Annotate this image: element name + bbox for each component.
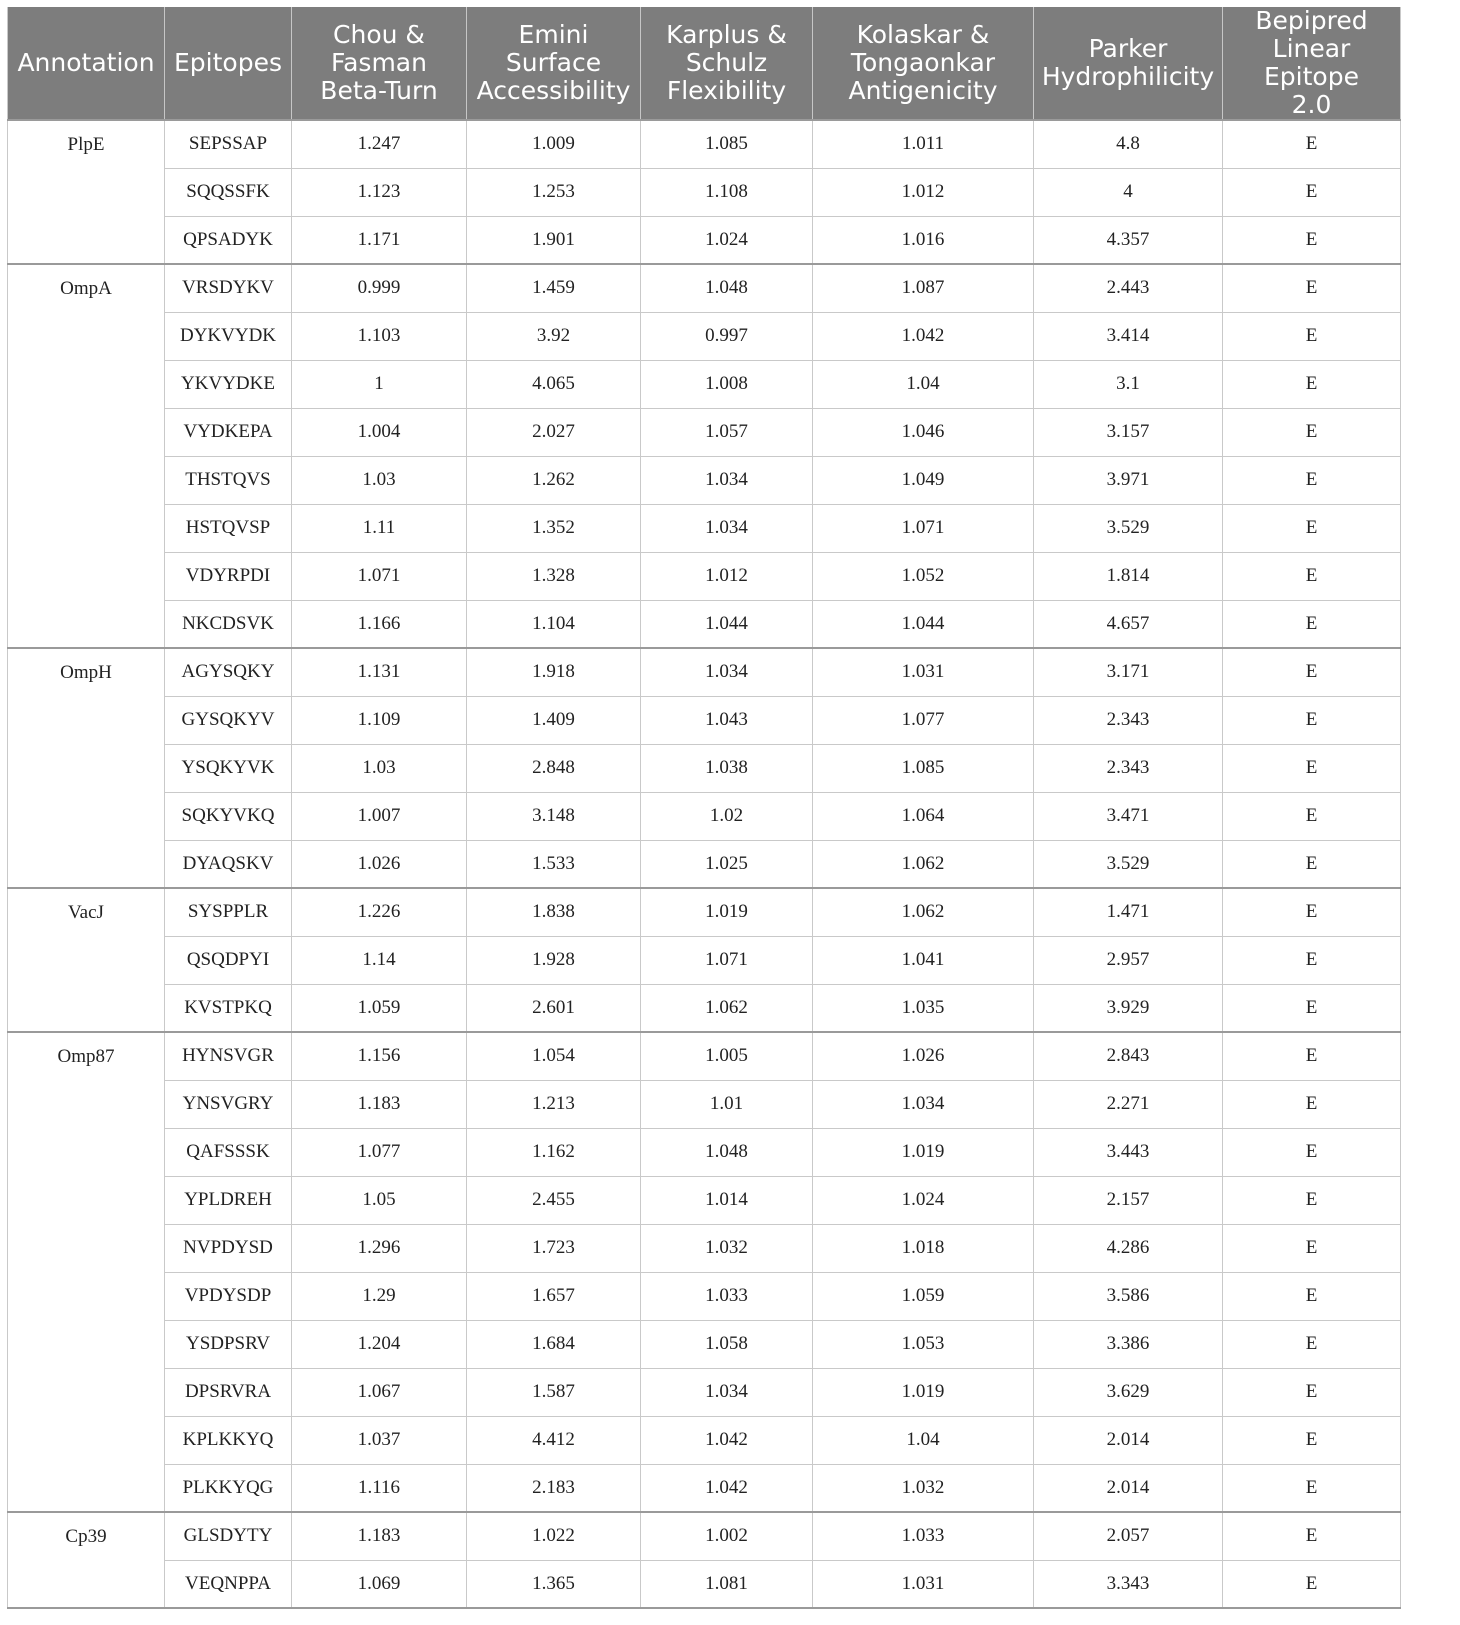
- karplus-schulz-cell: 1.014: [641, 1176, 813, 1224]
- bepipred-cell: E: [1223, 1032, 1401, 1080]
- bepipred-cell: E: [1223, 360, 1401, 408]
- chou-fasman-cell: 1.069: [292, 1560, 467, 1608]
- chou-fasman-cell: 1.226: [292, 888, 467, 936]
- emini-cell: 1.928: [467, 936, 641, 984]
- karplus-schulz-cell: 1.081: [641, 1560, 813, 1608]
- kolaskar-tongaonkar-cell: 1.071: [813, 504, 1034, 552]
- parker-cell: 4.657: [1034, 600, 1223, 648]
- emini-cell: 4.065: [467, 360, 641, 408]
- header-chou-fasman: Chou & Fasman Beta-Turn: [292, 7, 467, 120]
- emini-cell: 1.253: [467, 168, 641, 216]
- chou-fasman-cell: 1.03: [292, 744, 467, 792]
- epitope-cell: HYNSVGR: [165, 1032, 292, 1080]
- chou-fasman-cell: 1.077: [292, 1128, 467, 1176]
- header-kolaskar-tongaonkar: Kolaskar & Tongaonkar Antigenicity: [813, 7, 1034, 120]
- parker-cell: 2.157: [1034, 1176, 1223, 1224]
- bepipred-cell: E: [1223, 552, 1401, 600]
- epitope-cell: NVPDYSD: [165, 1224, 292, 1272]
- parker-cell: 2.271: [1034, 1080, 1223, 1128]
- bepipred-cell: E: [1223, 840, 1401, 888]
- table-row: [8, 168, 1401, 216]
- emini-cell: 1.901: [467, 216, 641, 264]
- kolaskar-tongaonkar-cell: 1.016: [813, 216, 1034, 264]
- chou-fasman-cell: 1.296: [292, 1224, 467, 1272]
- table-row: [8, 1512, 1401, 1560]
- parker-cell: 2.957: [1034, 936, 1223, 984]
- header-emini: Emini Surface Accessibility: [467, 7, 641, 120]
- bepipred-cell: E: [1223, 936, 1401, 984]
- bepipred-cell: E: [1223, 648, 1401, 696]
- kolaskar-tongaonkar-cell: 1.019: [813, 1368, 1034, 1416]
- parker-cell: 4.286: [1034, 1224, 1223, 1272]
- kolaskar-tongaonkar-cell: 1.053: [813, 1320, 1034, 1368]
- table-row: [8, 216, 1401, 264]
- epitope-cell: SQKYVKQ: [165, 792, 292, 840]
- epitope-cell: PLKKYQG: [165, 1464, 292, 1512]
- table-row: [8, 504, 1401, 552]
- bepipred-cell: E: [1223, 1560, 1401, 1608]
- parker-cell: 3.629: [1034, 1368, 1223, 1416]
- karplus-schulz-cell: 1.034: [641, 1368, 813, 1416]
- karplus-schulz-cell: 1.085: [641, 120, 813, 168]
- epitope-cell: SEPSSAP: [165, 120, 292, 168]
- table-row: [8, 1272, 1401, 1320]
- parker-cell: 2.057: [1034, 1512, 1223, 1560]
- table-body: [8, 120, 1401, 1608]
- chou-fasman-cell: 1.007: [292, 792, 467, 840]
- chou-fasman-cell: 1.004: [292, 408, 467, 456]
- chou-fasman-cell: 1.183: [292, 1512, 467, 1560]
- parker-cell: 3.343: [1034, 1560, 1223, 1608]
- bepipred-cell: E: [1223, 408, 1401, 456]
- epitope-cell: VDYRPDI: [165, 552, 292, 600]
- bepipred-cell: E: [1223, 1080, 1401, 1128]
- epitope-cell: NKCDSVK: [165, 600, 292, 648]
- table-row: [8, 1080, 1401, 1128]
- header-epitopes: Epitopes: [165, 7, 292, 120]
- epitope-cell: AGYSQKY: [165, 648, 292, 696]
- chou-fasman-cell: 1.071: [292, 552, 467, 600]
- karplus-schulz-cell: 1.012: [641, 552, 813, 600]
- emini-cell: 1.657: [467, 1272, 641, 1320]
- table-row: [8, 696, 1401, 744]
- emini-cell: 1.352: [467, 504, 641, 552]
- karplus-schulz-cell: 1.024: [641, 216, 813, 264]
- bepipred-cell: E: [1223, 264, 1401, 312]
- bepipred-cell: E: [1223, 312, 1401, 360]
- emini-cell: 1.262: [467, 456, 641, 504]
- karplus-schulz-cell: 1.032: [641, 1224, 813, 1272]
- table-row: [8, 1224, 1401, 1272]
- bepipred-cell: E: [1223, 168, 1401, 216]
- karplus-schulz-cell: 1.057: [641, 408, 813, 456]
- bepipred-cell: E: [1223, 744, 1401, 792]
- epitope-cell: QAFSSSK: [165, 1128, 292, 1176]
- parker-cell: 4.357: [1034, 216, 1223, 264]
- karplus-schulz-cell: 1.034: [641, 648, 813, 696]
- bepipred-cell: E: [1223, 1320, 1401, 1368]
- table-row: [8, 1128, 1401, 1176]
- parker-cell: 2.443: [1034, 264, 1223, 312]
- epitope-cell: QPSADYK: [165, 216, 292, 264]
- emini-cell: 3.148: [467, 792, 641, 840]
- chou-fasman-cell: 1.131: [292, 648, 467, 696]
- emini-cell: 1.365: [467, 1560, 641, 1608]
- kolaskar-tongaonkar-cell: 1.085: [813, 744, 1034, 792]
- emini-cell: 1.054: [467, 1032, 641, 1080]
- header-annotation: Annotation: [8, 7, 165, 120]
- chou-fasman-cell: 1.037: [292, 1416, 467, 1464]
- table-row: [8, 888, 1401, 936]
- parker-cell: 3.443: [1034, 1128, 1223, 1176]
- parker-cell: 3.929: [1034, 984, 1223, 1032]
- chou-fasman-cell: 1.183: [292, 1080, 467, 1128]
- table-row: [8, 456, 1401, 504]
- epitope-table-container: [7, 7, 1401, 1609]
- bepipred-cell: E: [1223, 1224, 1401, 1272]
- table-row: [8, 1416, 1401, 1464]
- karplus-schulz-cell: 1.034: [641, 504, 813, 552]
- epitope-cell: VPDYSDP: [165, 1272, 292, 1320]
- table-row: [8, 360, 1401, 408]
- kolaskar-tongaonkar-cell: 1.041: [813, 936, 1034, 984]
- bepipred-cell: E: [1223, 216, 1401, 264]
- karplus-schulz-cell: 1.044: [641, 600, 813, 648]
- bepipred-cell: E: [1223, 1128, 1401, 1176]
- header-row: [8, 7, 1401, 120]
- kolaskar-tongaonkar-cell: 1.011: [813, 120, 1034, 168]
- kolaskar-tongaonkar-cell: 1.032: [813, 1464, 1034, 1512]
- karplus-schulz-cell: 1.01: [641, 1080, 813, 1128]
- chou-fasman-cell: 1.171: [292, 216, 467, 264]
- kolaskar-tongaonkar-cell: 1.062: [813, 840, 1034, 888]
- karplus-schulz-cell: 1.033: [641, 1272, 813, 1320]
- table-row: [8, 984, 1401, 1032]
- table-row: [8, 840, 1401, 888]
- chou-fasman-cell: 1.103: [292, 312, 467, 360]
- kolaskar-tongaonkar-cell: 1.019: [813, 1128, 1034, 1176]
- chou-fasman-cell: 1.166: [292, 600, 467, 648]
- emini-cell: 1.533: [467, 840, 641, 888]
- emini-cell: 1.213: [467, 1080, 641, 1128]
- chou-fasman-cell: 1.03: [292, 456, 467, 504]
- chou-fasman-cell: 0.999: [292, 264, 467, 312]
- table-row: [8, 1032, 1401, 1080]
- emini-cell: 2.455: [467, 1176, 641, 1224]
- parker-cell: 4.8: [1034, 120, 1223, 168]
- karplus-schulz-cell: 1.038: [641, 744, 813, 792]
- table-row: [8, 600, 1401, 648]
- emini-cell: 4.412: [467, 1416, 641, 1464]
- bepipred-cell: E: [1223, 984, 1401, 1032]
- table-row: [8, 264, 1401, 312]
- epitope-cell: SQQSSFK: [165, 168, 292, 216]
- emini-cell: 1.459: [467, 264, 641, 312]
- kolaskar-tongaonkar-cell: 1.026: [813, 1032, 1034, 1080]
- emini-cell: 2.601: [467, 984, 641, 1032]
- epitope-cell: DYKVYDK: [165, 312, 292, 360]
- chou-fasman-cell: 1.123: [292, 168, 467, 216]
- epitope-cell: THSTQVS: [165, 456, 292, 504]
- chou-fasman-cell: 1.059: [292, 984, 467, 1032]
- chou-fasman-cell: 1.156: [292, 1032, 467, 1080]
- table-row: [8, 408, 1401, 456]
- chou-fasman-cell: 1.05: [292, 1176, 467, 1224]
- kolaskar-tongaonkar-cell: 1.087: [813, 264, 1034, 312]
- parker-cell: 2.014: [1034, 1416, 1223, 1464]
- karplus-schulz-cell: 0.997: [641, 312, 813, 360]
- parker-cell: 3.586: [1034, 1272, 1223, 1320]
- parker-cell: 3.529: [1034, 504, 1223, 552]
- karplus-schulz-cell: 1.062: [641, 984, 813, 1032]
- bepipred-cell: E: [1223, 696, 1401, 744]
- kolaskar-tongaonkar-cell: 1.052: [813, 552, 1034, 600]
- kolaskar-tongaonkar-cell: 1.059: [813, 1272, 1034, 1320]
- parker-cell: 2.343: [1034, 744, 1223, 792]
- epitope-cell: YSQKYVK: [165, 744, 292, 792]
- kolaskar-tongaonkar-cell: 1.024: [813, 1176, 1034, 1224]
- table-row: [8, 648, 1401, 696]
- karplus-schulz-cell: 1.043: [641, 696, 813, 744]
- parker-cell: 1.814: [1034, 552, 1223, 600]
- epitope-cell: QSQDPYI: [165, 936, 292, 984]
- chou-fasman-cell: 1.026: [292, 840, 467, 888]
- parker-cell: 3.171: [1034, 648, 1223, 696]
- emini-cell: 1.723: [467, 1224, 641, 1272]
- parker-cell: 3.386: [1034, 1320, 1223, 1368]
- parker-cell: 2.014: [1034, 1464, 1223, 1512]
- emini-cell: 1.838: [467, 888, 641, 936]
- epitope-cell: HSTQVSP: [165, 504, 292, 552]
- karplus-schulz-cell: 1.042: [641, 1416, 813, 1464]
- annotation-cell: VacJ: [8, 888, 165, 1032]
- karplus-schulz-cell: 1.005: [641, 1032, 813, 1080]
- chou-fasman-cell: 1.204: [292, 1320, 467, 1368]
- emini-cell: 1.009: [467, 120, 641, 168]
- epitope-cell: YKVYDKE: [165, 360, 292, 408]
- parker-cell: 3.971: [1034, 456, 1223, 504]
- karplus-schulz-cell: 1.048: [641, 1128, 813, 1176]
- table-row: [8, 1176, 1401, 1224]
- bepipred-cell: E: [1223, 1368, 1401, 1416]
- chou-fasman-cell: 1.14: [292, 936, 467, 984]
- kolaskar-tongaonkar-cell: 1.033: [813, 1512, 1034, 1560]
- header-karplus-schulz: Karplus & Schulz Flexibility: [641, 7, 813, 120]
- emini-cell: 1.022: [467, 1512, 641, 1560]
- parker-cell: 3.529: [1034, 840, 1223, 888]
- emini-cell: 1.328: [467, 552, 641, 600]
- header-bepipred: Bepipred Linear Epitope 2.0: [1223, 7, 1401, 120]
- annotation-cell: OmpA: [8, 264, 165, 648]
- kolaskar-tongaonkar-cell: 1.077: [813, 696, 1034, 744]
- annotation-cell: Omp87: [8, 1032, 165, 1512]
- emini-cell: 1.409: [467, 696, 641, 744]
- annotation-cell: OmpH: [8, 648, 165, 888]
- kolaskar-tongaonkar-cell: 1.042: [813, 312, 1034, 360]
- parker-cell: 1.471: [1034, 888, 1223, 936]
- parker-cell: 3.1: [1034, 360, 1223, 408]
- epitope-cell: GYSQKYV: [165, 696, 292, 744]
- epitope-table: [7, 7, 1401, 1609]
- table-row: [8, 1320, 1401, 1368]
- bepipred-cell: E: [1223, 792, 1401, 840]
- table-row: [8, 1368, 1401, 1416]
- chou-fasman-cell: 1.109: [292, 696, 467, 744]
- epitope-cell: GLSDYTY: [165, 1512, 292, 1560]
- bepipred-cell: E: [1223, 600, 1401, 648]
- bepipred-cell: E: [1223, 1416, 1401, 1464]
- epitope-cell: VRSDYKV: [165, 264, 292, 312]
- chou-fasman-cell: 1.067: [292, 1368, 467, 1416]
- bepipred-cell: E: [1223, 1464, 1401, 1512]
- emini-cell: 2.027: [467, 408, 641, 456]
- table-row: [8, 744, 1401, 792]
- karplus-schulz-cell: 1.071: [641, 936, 813, 984]
- epitope-cell: SYSPPLR: [165, 888, 292, 936]
- kolaskar-tongaonkar-cell: 1.031: [813, 1560, 1034, 1608]
- kolaskar-tongaonkar-cell: 1.04: [813, 1416, 1034, 1464]
- bepipred-cell: E: [1223, 888, 1401, 936]
- parker-cell: 2.843: [1034, 1032, 1223, 1080]
- epitope-cell: DYAQSKV: [165, 840, 292, 888]
- karplus-schulz-cell: 1.058: [641, 1320, 813, 1368]
- epitope-cell: YPLDREH: [165, 1176, 292, 1224]
- chou-fasman-cell: 1.29: [292, 1272, 467, 1320]
- karplus-schulz-cell: 1.108: [641, 168, 813, 216]
- karplus-schulz-cell: 1.034: [641, 456, 813, 504]
- bepipred-cell: E: [1223, 120, 1401, 168]
- bepipred-cell: E: [1223, 1272, 1401, 1320]
- karplus-schulz-cell: 1.048: [641, 264, 813, 312]
- karplus-schulz-cell: 1.019: [641, 888, 813, 936]
- epitope-cell: DPSRVRA: [165, 1368, 292, 1416]
- emini-cell: 1.162: [467, 1128, 641, 1176]
- emini-cell: 2.183: [467, 1464, 641, 1512]
- table-row: [8, 552, 1401, 600]
- kolaskar-tongaonkar-cell: 1.012: [813, 168, 1034, 216]
- parker-cell: 3.157: [1034, 408, 1223, 456]
- parker-cell: 2.343: [1034, 696, 1223, 744]
- table-row: [8, 792, 1401, 840]
- emini-cell: 3.92: [467, 312, 641, 360]
- bepipred-cell: E: [1223, 456, 1401, 504]
- karplus-schulz-cell: 1.025: [641, 840, 813, 888]
- table-row: [8, 120, 1401, 168]
- kolaskar-tongaonkar-cell: 1.031: [813, 648, 1034, 696]
- bepipred-cell: E: [1223, 504, 1401, 552]
- emini-cell: 1.587: [467, 1368, 641, 1416]
- kolaskar-tongaonkar-cell: 1.046: [813, 408, 1034, 456]
- karplus-schulz-cell: 1.008: [641, 360, 813, 408]
- epitope-cell: YSDPSRV: [165, 1320, 292, 1368]
- karplus-schulz-cell: 1.042: [641, 1464, 813, 1512]
- table-row: [8, 936, 1401, 984]
- header-parker: Parker Hydrophilicity: [1034, 7, 1223, 120]
- chou-fasman-cell: 1.116: [292, 1464, 467, 1512]
- kolaskar-tongaonkar-cell: 1.034: [813, 1080, 1034, 1128]
- kolaskar-tongaonkar-cell: 1.044: [813, 600, 1034, 648]
- bepipred-cell: E: [1223, 1512, 1401, 1560]
- kolaskar-tongaonkar-cell: 1.049: [813, 456, 1034, 504]
- epitope-cell: VEQNPPA: [165, 1560, 292, 1608]
- parker-cell: 3.414: [1034, 312, 1223, 360]
- table-row: [8, 1560, 1401, 1608]
- parker-cell: 3.471: [1034, 792, 1223, 840]
- chou-fasman-cell: 1.11: [292, 504, 467, 552]
- chou-fasman-cell: 1: [292, 360, 467, 408]
- kolaskar-tongaonkar-cell: 1.062: [813, 888, 1034, 936]
- parker-cell: 4: [1034, 168, 1223, 216]
- epitope-cell: YNSVGRY: [165, 1080, 292, 1128]
- kolaskar-tongaonkar-cell: 1.035: [813, 984, 1034, 1032]
- annotation-cell: PlpE: [8, 120, 165, 264]
- annotation-cell: Cp39: [8, 1512, 165, 1608]
- kolaskar-tongaonkar-cell: 1.018: [813, 1224, 1034, 1272]
- table-row: [8, 1464, 1401, 1512]
- kolaskar-tongaonkar-cell: 1.04: [813, 360, 1034, 408]
- table-row: [8, 312, 1401, 360]
- emini-cell: 1.104: [467, 600, 641, 648]
- chou-fasman-cell: 1.247: [292, 120, 467, 168]
- kolaskar-tongaonkar-cell: 1.064: [813, 792, 1034, 840]
- emini-cell: 1.684: [467, 1320, 641, 1368]
- epitope-cell: KPLKKYQ: [165, 1416, 292, 1464]
- emini-cell: 1.918: [467, 648, 641, 696]
- karplus-schulz-cell: 1.02: [641, 792, 813, 840]
- karplus-schulz-cell: 1.002: [641, 1512, 813, 1560]
- bepipred-cell: E: [1223, 1176, 1401, 1224]
- emini-cell: 2.848: [467, 744, 641, 792]
- epitope-cell: KVSTPKQ: [165, 984, 292, 1032]
- table-header: [8, 7, 1401, 120]
- epitope-cell: VYDKEPA: [165, 408, 292, 456]
